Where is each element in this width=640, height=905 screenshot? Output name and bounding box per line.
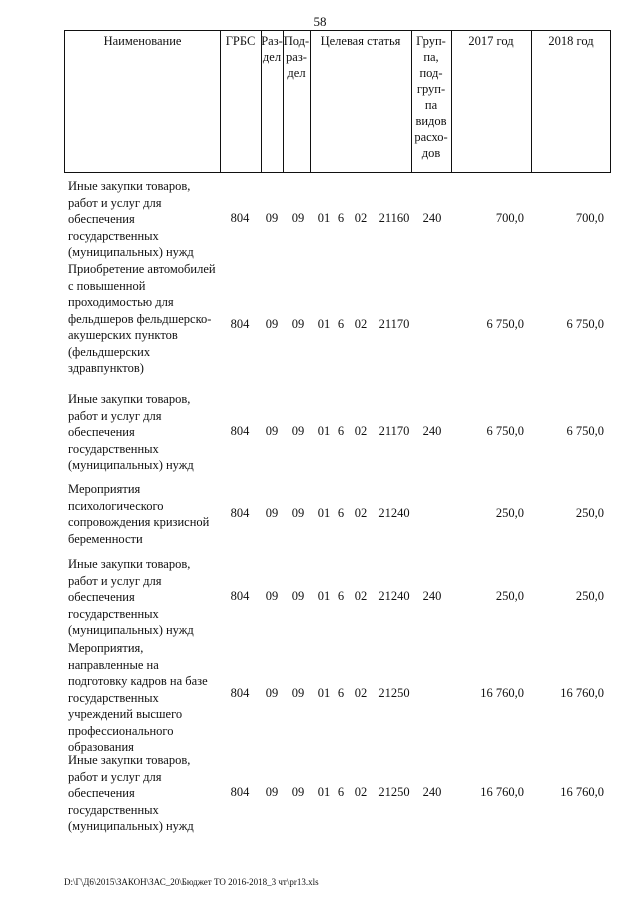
target-event-cell: 02 <box>354 686 368 700</box>
target-event-cell: 02 <box>354 211 368 225</box>
grbs-cell: 804 <box>230 686 250 700</box>
target-event-cell: 02 <box>354 424 368 438</box>
target-event-cell: 02 <box>354 785 368 799</box>
column-divider <box>451 31 452 172</box>
podrazdel-cell: 09 <box>291 211 305 225</box>
target-direction-cell: 21240 <box>378 589 410 603</box>
amount-2017-cell: 16 760,0 <box>480 785 524 799</box>
target-program-cell: 01 <box>317 317 331 331</box>
target-subprogram-cell: 6 <box>337 317 345 331</box>
row-name: Иные закупки товаров, работ и услуг для обеспечения государственных (муниципальных) нужд <box>68 753 194 833</box>
column-divider <box>531 31 532 172</box>
amount-2017-cell: 16 760,0 <box>480 686 524 700</box>
target-subprogram-cell: 6 <box>337 424 345 438</box>
podrazdel-cell: 09 <box>291 317 305 331</box>
grbs-cell: 804 <box>230 785 250 799</box>
header-podrazdel: Под- раз- дел <box>283 34 310 80</box>
target-program-cell: 01 <box>317 686 331 700</box>
file-path-footer: D:\Г\Д6\2015\ЗАКОН\ЗАС_20\Бюджет ТО 2016-2018_3 чт\pr13.xls <box>64 877 319 887</box>
amount-2018-cell: 250,0 <box>575 589 604 603</box>
amount-2017-cell: 6 750,0 <box>486 317 524 331</box>
target-program-cell: 01 <box>317 785 331 799</box>
target-direction-cell: 21160 <box>378 211 410 225</box>
row-name: Мероприятия, направленные на подготовку кадров на базе государственных учреждений высшего профессионального образования <box>68 641 208 754</box>
podrazdel-cell: 09 <box>291 589 305 603</box>
column-divider <box>310 31 311 172</box>
expense-group-cell: 240 <box>422 211 442 225</box>
grbs-cell: 804 <box>230 506 250 520</box>
amount-2017-cell: 700,0 <box>495 211 524 225</box>
target-subprogram-cell: 6 <box>337 211 345 225</box>
podrazdel-cell: 09 <box>291 506 305 520</box>
amount-2017-cell: 250,0 <box>495 506 524 520</box>
razdel-cell: 09 <box>265 317 279 331</box>
header-name: Наименование <box>103 34 182 48</box>
row-name: Приобретение автомобилей с повышенной проходимостью для фельдшеров фельдшерско-акушерских пунктов (фельдшерских здравпунктов) <box>68 262 216 375</box>
razdel-cell: 09 <box>265 424 279 438</box>
expense-group-cell: 240 <box>422 424 442 438</box>
razdel-cell: 09 <box>265 506 279 520</box>
target-subprogram-cell: 6 <box>337 686 345 700</box>
grbs-cell: 804 <box>230 317 250 331</box>
header-year-2017: 2017 год <box>468 34 514 48</box>
amount-2018-cell: 700,0 <box>575 211 604 225</box>
table-header <box>64 30 611 173</box>
target-event-cell: 02 <box>354 589 368 603</box>
header-target-article: Целевая статья <box>320 34 401 48</box>
header-grbs: ГРБС <box>225 34 256 48</box>
razdel-cell: 09 <box>265 211 279 225</box>
amount-2017-cell: 6 750,0 <box>486 424 524 438</box>
target-event-cell: 02 <box>354 317 368 331</box>
target-program-cell: 01 <box>317 211 331 225</box>
amount-2018-cell: 16 760,0 <box>560 785 604 799</box>
header-razdel: Раз- дел <box>261 34 283 64</box>
column-divider <box>220 31 221 172</box>
page-number: 58 <box>313 14 327 29</box>
grbs-cell: 804 <box>230 424 250 438</box>
amount-2018-cell: 6 750,0 <box>566 317 604 331</box>
podrazdel-cell: 09 <box>291 424 305 438</box>
target-subprogram-cell: 6 <box>337 589 345 603</box>
podrazdel-cell: 09 <box>291 785 305 799</box>
target-direction-cell: 21170 <box>378 317 410 331</box>
target-direction-cell: 21240 <box>378 506 410 520</box>
row-name: Иные закупки товаров, работ и услуг для обеспечения государственных (муниципальных) нужд <box>68 179 194 259</box>
razdel-cell: 09 <box>265 785 279 799</box>
razdel-cell: 09 <box>265 686 279 700</box>
amount-2018-cell: 250,0 <box>575 506 604 520</box>
expense-group-cell: 240 <box>422 785 442 799</box>
target-program-cell: 01 <box>317 506 331 520</box>
expense-group-cell: 240 <box>422 589 442 603</box>
target-direction-cell: 21170 <box>378 424 410 438</box>
row-name: Иные закупки товаров, работ и услуг для обеспечения государственных (муниципальных) нужд <box>68 557 194 637</box>
target-event-cell: 02 <box>354 506 368 520</box>
target-program-cell: 01 <box>317 589 331 603</box>
row-name: Иные закупки товаров, работ и услуг для обеспечения государственных (муниципальных) нужд <box>68 392 194 472</box>
target-subprogram-cell: 6 <box>337 785 345 799</box>
target-subprogram-cell: 6 <box>337 506 345 520</box>
target-direction-cell: 21250 <box>378 785 410 799</box>
target-program-cell: 01 <box>317 424 331 438</box>
amount-2018-cell: 16 760,0 <box>560 686 604 700</box>
grbs-cell: 804 <box>230 589 250 603</box>
amount-2017-cell: 250,0 <box>495 589 524 603</box>
grbs-cell: 804 <box>230 211 250 225</box>
podrazdel-cell: 09 <box>291 686 305 700</box>
row-name: Мероприятия психологического сопровождения кризисной беременности <box>68 482 210 546</box>
amount-2018-cell: 6 750,0 <box>566 424 604 438</box>
target-direction-cell: 21250 <box>378 686 410 700</box>
header-year-2018: 2018 год <box>548 34 594 48</box>
razdel-cell: 09 <box>265 589 279 603</box>
header-expense-group: Груп- па, под- груп- па видов расхо- дов <box>414 34 448 160</box>
